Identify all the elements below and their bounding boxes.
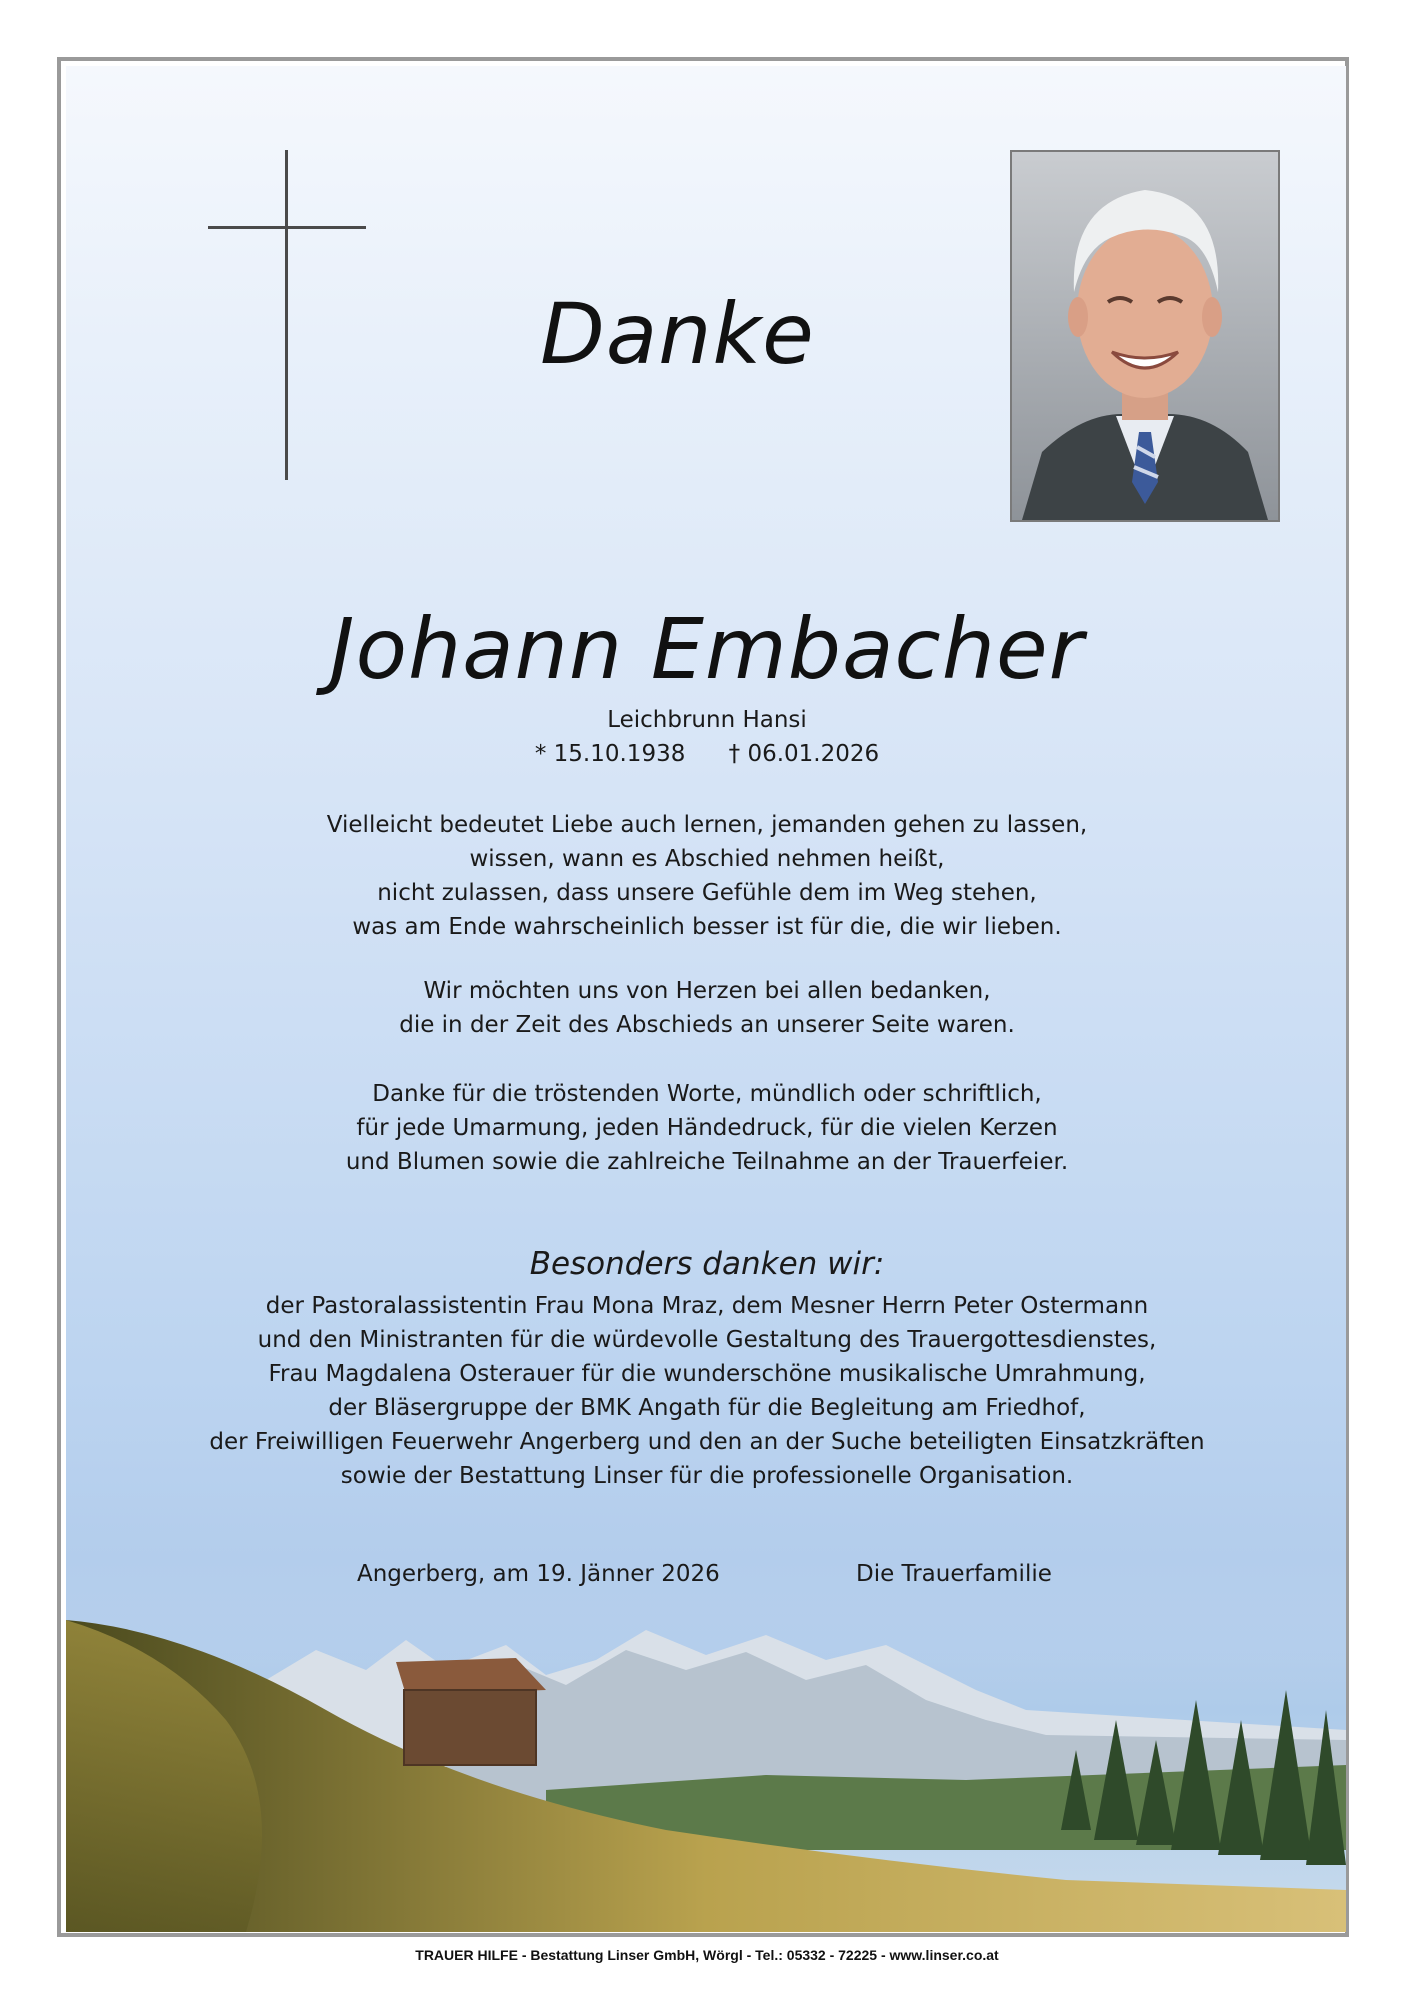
- birth-date: * 15.10.1938: [534, 741, 686, 767]
- place-date: Angerberg, am 19. Jänner 2026: [357, 1561, 720, 1587]
- verse-line: nicht zulassen, dass unsere Gefühle dem im Weg stehen,: [377, 880, 1037, 906]
- portrait-photo: [1010, 150, 1280, 522]
- footer: TRAUER HILFE - Bestattung Linser GmbH, Wörgl - Tel.: 05332 - 72225 - www.linser.co.at: [415, 1947, 999, 1963]
- verse: [0, 808, 1414, 944]
- thanks-details: [0, 1077, 1414, 1179]
- thanks-intro: [0, 974, 1414, 1042]
- deceased-nickname: Leichbrunn Hansi: [607, 707, 807, 733]
- special-thanks-line: der Freiwilligen Feuerwehr Angerberg und den an der Suche beteiligten Einsatzkräften: [209, 1429, 1205, 1455]
- special-thanks-list: [0, 1289, 1414, 1493]
- cross-icon: [285, 150, 288, 480]
- verse-line: was am Ende wahrscheinlich besser ist für die, die wir lieben.: [352, 914, 1062, 940]
- life-dates: [0, 741, 1414, 767]
- thanks-details-line: Danke für die tröstenden Worte, mündlich oder schriftlich,: [372, 1081, 1042, 1107]
- family-signature: Die Trauerfamilie: [856, 1561, 1052, 1587]
- special-thanks-line: der Pastoralassistentin Frau Mona Mraz, dem Mesner Herrn Peter Ostermann: [265, 1293, 1149, 1319]
- verse-line: wissen, wann es Abschied nehmen heißt,: [469, 846, 945, 872]
- thanks-intro-line: die in der Zeit des Abschieds an unserer Seite waren.: [399, 1012, 1015, 1038]
- thanks-details-line: für jede Umarmung, jeden Händedruck, für die vielen Kerzen: [356, 1115, 1058, 1141]
- heading: Danke: [540, 285, 815, 383]
- special-thanks-line: sowie der Bestattung Linser für die professionelle Organisation.: [340, 1463, 1074, 1489]
- deceased-name: Johann Embacher: [329, 600, 1085, 698]
- thanks-details-line: und Blumen sowie die zahlreiche Teilnahme an der Trauerfeier.: [345, 1149, 1069, 1175]
- cross-icon-bar: [208, 226, 366, 229]
- special-thanks-line: und den Ministranten für die würdevolle Gestaltung des Trauergottesdienstes,: [257, 1327, 1157, 1353]
- thanks-intro-line: Wir möchten uns von Herzen bei allen bedanken,: [423, 978, 991, 1004]
- death-date: † 06.01.2026: [728, 741, 880, 767]
- verse-line: Vielleicht bedeutet Liebe auch lernen, jemanden gehen zu lassen,: [326, 812, 1088, 838]
- special-thanks-line: der Bläsergruppe der BMK Angath für die Begleitung am Friedhof,: [328, 1395, 1086, 1421]
- mountain-landscape: [66, 1590, 1346, 1932]
- special-thanks-title: Besonders danken wir:: [529, 1246, 885, 1282]
- special-thanks-line: Frau Magdalena Osterauer für die wunderschöne musikalische Umrahmung,: [268, 1361, 1146, 1387]
